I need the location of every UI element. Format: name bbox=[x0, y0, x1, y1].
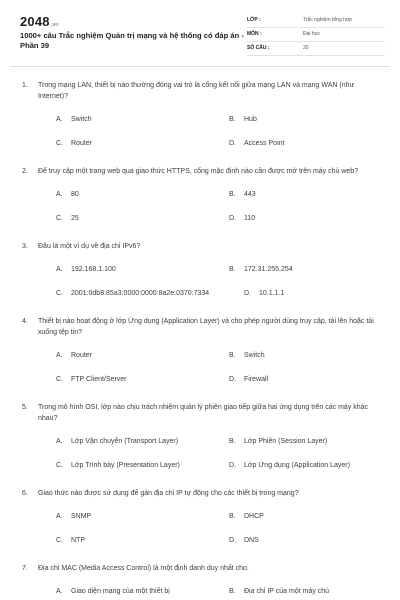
question-text: Trong mô hình OSI, lớp nào chịu trách nhiệm quản lý phiên giao tiếp giữa hai ứng dụng trên các máy khác nhau? bbox=[38, 404, 369, 422]
option-letter: C. bbox=[56, 140, 63, 147]
option-text: Switch bbox=[71, 116, 92, 123]
header-divider bbox=[10, 66, 390, 67]
option-text: DHCP bbox=[244, 513, 264, 520]
question-header bbox=[22, 316, 382, 338]
option-c[interactable] bbox=[56, 535, 85, 546]
option-text: Hub bbox=[244, 116, 257, 123]
option-row bbox=[39, 213, 382, 224]
option-list bbox=[22, 511, 382, 546]
option-text: Switch bbox=[244, 352, 265, 359]
meta-row-class bbox=[247, 15, 385, 28]
question-number: 6. bbox=[22, 490, 28, 497]
option-letter: C. bbox=[56, 290, 63, 297]
option-text: SNMP bbox=[71, 513, 92, 520]
option-letter: A. bbox=[56, 116, 63, 123]
option-list bbox=[22, 586, 382, 597]
option-text: 192.168.1.100 bbox=[71, 266, 116, 273]
option-row bbox=[39, 535, 382, 546]
option-a[interactable] bbox=[56, 511, 91, 522]
question-list bbox=[22, 80, 382, 600]
question-number: 7. bbox=[22, 565, 28, 572]
option-text: Địa chỉ IP của một máy chủ bbox=[244, 588, 330, 595]
option-row bbox=[39, 114, 382, 125]
option-row bbox=[39, 264, 382, 275]
document-meta bbox=[247, 15, 385, 57]
option-list bbox=[22, 350, 382, 385]
option-a[interactable] bbox=[56, 586, 170, 597]
option-row bbox=[39, 586, 382, 597]
option-text: Giao diện mạng của một thiết bị bbox=[71, 588, 170, 595]
option-c[interactable] bbox=[56, 213, 79, 224]
question-item bbox=[22, 402, 382, 471]
option-text: 2001:0db8:85a3:0000:0000:8a2e:0370:7334 bbox=[71, 290, 210, 297]
option-b[interactable] bbox=[229, 264, 293, 275]
option-d[interactable] bbox=[229, 374, 268, 385]
option-letter: D. bbox=[229, 215, 236, 222]
option-text: 110 bbox=[244, 215, 256, 222]
question-header bbox=[22, 563, 382, 574]
option-letter: D. bbox=[229, 140, 236, 147]
option-text: Lớp Ứng dụng (Application Layer) bbox=[244, 462, 350, 469]
question-item bbox=[22, 488, 382, 546]
question-text: Giao thức nào được sử dụng để gán địa chỉ IP tự động cho các thiết bị trong mạng? bbox=[38, 490, 299, 497]
question-item bbox=[22, 166, 382, 224]
option-text: 25 bbox=[71, 215, 79, 222]
option-c[interactable] bbox=[56, 460, 180, 471]
question-item bbox=[22, 316, 382, 385]
option-letter: A. bbox=[56, 191, 63, 198]
logo-main-text: 2048 bbox=[20, 14, 50, 29]
option-d[interactable] bbox=[229, 138, 284, 149]
question-number: 1. bbox=[22, 82, 28, 89]
question-item bbox=[22, 241, 382, 299]
question-item bbox=[22, 563, 382, 597]
option-row bbox=[39, 350, 382, 361]
option-letter: A. bbox=[56, 438, 63, 445]
question-text: Đâu là một ví dụ về địa chỉ IPv6? bbox=[38, 243, 141, 250]
option-letter: D. bbox=[229, 462, 236, 469]
option-letter: C. bbox=[56, 376, 63, 383]
option-row bbox=[39, 138, 382, 149]
option-text: 172.31.255.254 bbox=[244, 266, 293, 273]
option-letter: A. bbox=[56, 588, 63, 595]
meta-row-subject bbox=[247, 29, 385, 42]
option-letter: B. bbox=[229, 266, 236, 273]
option-a[interactable] bbox=[56, 189, 79, 200]
meta-value: Đại học bbox=[303, 31, 320, 37]
option-text: Lớp Trình bày (Presentation Layer) bbox=[71, 462, 180, 469]
question-text: Để truy cập một trang web qua giao thức HTTPS, cổng mặc định nào cần được mở trên máy chủ web? bbox=[38, 168, 359, 175]
question-header bbox=[22, 166, 382, 177]
option-letter: A. bbox=[56, 266, 63, 273]
document-title: 1000+ câu Trắc nghiệm Quản trị mạng và hệ thống có đáp án - Phần 39 bbox=[20, 31, 244, 50]
option-text: Firewall bbox=[244, 376, 269, 383]
option-letter: D. bbox=[244, 290, 251, 297]
option-row bbox=[39, 511, 382, 522]
option-c[interactable] bbox=[56, 138, 92, 149]
question-header bbox=[22, 488, 382, 499]
option-list bbox=[22, 114, 382, 149]
option-a[interactable] bbox=[56, 436, 178, 447]
option-row bbox=[39, 436, 382, 447]
option-text: 80 bbox=[71, 191, 79, 198]
option-letter: A. bbox=[56, 513, 63, 520]
question-text: Thiết bị nào hoạt động ở lớp Ứng dụng (Application Layer) và cho phép người dùng truy cập, tải lên hoặc tải xuống tệp tin? bbox=[38, 318, 374, 336]
option-letter: B. bbox=[229, 513, 236, 520]
option-row bbox=[39, 374, 382, 385]
option-letter: B. bbox=[229, 588, 236, 595]
question-item bbox=[22, 80, 382, 149]
question-header bbox=[22, 80, 382, 102]
question-number: 2. bbox=[22, 168, 28, 175]
option-text: Lớp Phiên (Session Layer) bbox=[244, 438, 328, 445]
option-d[interactable] bbox=[229, 460, 350, 471]
option-text: Lớp Vận chuyển (Transport Layer) bbox=[71, 438, 179, 445]
option-list bbox=[22, 264, 382, 299]
option-a[interactable] bbox=[56, 114, 92, 125]
meta-label: MÔN : bbox=[247, 31, 262, 37]
option-row bbox=[39, 288, 382, 299]
option-letter: C. bbox=[56, 215, 63, 222]
option-letter: D. bbox=[229, 537, 236, 544]
option-text: DNS bbox=[244, 537, 259, 544]
question-header bbox=[22, 402, 382, 424]
document-header bbox=[20, 14, 382, 60]
option-b[interactable] bbox=[229, 436, 327, 447]
option-letter: B. bbox=[229, 191, 236, 198]
option-row bbox=[39, 460, 382, 471]
option-b[interactable] bbox=[229, 189, 256, 200]
meta-value: Trắc nghiệm tổng hợp bbox=[303, 17, 352, 23]
option-letter: D. bbox=[229, 376, 236, 383]
option-b[interactable] bbox=[229, 511, 264, 522]
option-letter: C. bbox=[56, 462, 63, 469]
option-letter: B. bbox=[229, 116, 236, 123]
option-text: 443 bbox=[244, 191, 256, 198]
option-c[interactable] bbox=[56, 374, 127, 385]
logo-suffix-text: .vn bbox=[50, 22, 59, 28]
question-number: 3. bbox=[22, 243, 28, 250]
site-logo[interactable] bbox=[20, 14, 59, 29]
meta-row-question-count bbox=[247, 43, 385, 56]
question-text: Địa chỉ MAC (Media Access Control) là một định danh duy nhất cho. bbox=[38, 565, 249, 572]
question-header bbox=[22, 241, 382, 252]
meta-label: LỚP : bbox=[247, 17, 261, 23]
option-d[interactable] bbox=[229, 213, 255, 224]
option-letter: A. bbox=[56, 352, 63, 359]
option-text: Router bbox=[71, 140, 93, 147]
option-list bbox=[22, 189, 382, 224]
option-b[interactable] bbox=[229, 586, 329, 597]
option-text: 10.1.1.1 bbox=[259, 290, 285, 297]
option-text: Router bbox=[71, 352, 93, 359]
option-d[interactable] bbox=[229, 535, 259, 546]
option-a[interactable] bbox=[56, 350, 92, 361]
option-d[interactable] bbox=[244, 288, 284, 299]
meta-label: SỐ CÂU : bbox=[247, 45, 270, 51]
meta-value: 20 bbox=[303, 45, 309, 51]
option-text: Access Point bbox=[244, 140, 285, 147]
question-number: 5. bbox=[22, 404, 28, 411]
option-letter: B. bbox=[229, 438, 236, 445]
option-letter: C. bbox=[56, 537, 63, 544]
option-a[interactable] bbox=[56, 264, 116, 275]
option-text: FTP Client/Server bbox=[71, 376, 127, 383]
question-number: 4. bbox=[22, 318, 28, 325]
option-list bbox=[22, 436, 382, 471]
option-row bbox=[39, 189, 382, 200]
option-b[interactable] bbox=[229, 114, 257, 125]
option-text: NTP bbox=[71, 537, 85, 544]
option-b[interactable] bbox=[229, 350, 265, 361]
question-text: Trong mạng LAN, thiết bị nào thường đóng vai trò là cổng kết nối giữa mạng LAN và mạng WAN (như Internet)? bbox=[38, 82, 355, 100]
option-c[interactable] bbox=[56, 288, 209, 299]
option-letter: B. bbox=[229, 352, 236, 359]
